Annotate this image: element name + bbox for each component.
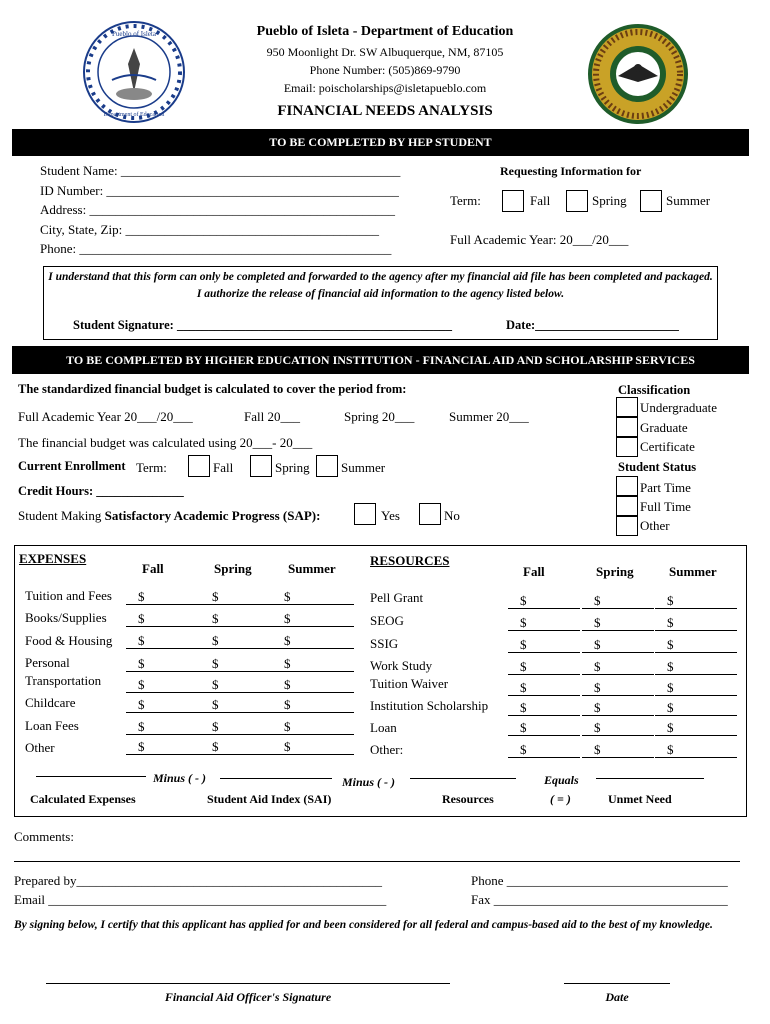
full-academic-year-field[interactable]: Full Academic Year: 20___/20___ — [450, 232, 629, 247]
resource-amount-field[interactable] — [655, 615, 737, 631]
dollar-sign: $ — [284, 633, 291, 648]
budget-period-label: The standardized financial budget is calculated to cover the period from: — [18, 382, 407, 396]
dollar-sign: $ — [212, 719, 219, 734]
resource-amount-field[interactable] — [655, 659, 737, 675]
expense-amount-field[interactable] — [200, 589, 272, 605]
dollar-sign: $ — [520, 637, 527, 652]
student-signature-field[interactable]: Student Signature: ____________________________________________ — [73, 318, 452, 332]
enrollment-spring-label: Spring — [275, 460, 310, 475]
department-of-education-seal-logo — [82, 20, 186, 124]
expense-label-books: Books/Supplies — [25, 610, 107, 625]
dollar-sign: $ — [520, 720, 527, 735]
dollar-sign: $ — [667, 659, 674, 674]
resources-total-line[interactable] — [410, 778, 516, 779]
dollar-sign: $ — [667, 637, 674, 652]
resource-amount-field[interactable] — [655, 680, 737, 696]
fall-year-field[interactable]: Fall 20___ — [244, 409, 300, 424]
expense-amount-field[interactable] — [126, 739, 200, 755]
dollar-sign: $ — [138, 633, 145, 648]
full-academic-year-budget-field[interactable]: Full Academic Year 20___/20___ — [18, 409, 193, 424]
resource-amount-field[interactable] — [655, 593, 737, 609]
expense-label-loan-fees: Loan Fees — [25, 718, 79, 733]
dollar-sign: $ — [284, 677, 291, 692]
expenses-fall-header: Fall — [142, 561, 164, 576]
resource-label-pell: Pell Grant — [370, 590, 424, 605]
prepared-by-field[interactable]: Prepared by_______________________________________________ — [14, 873, 382, 888]
dollar-sign: $ — [667, 700, 674, 715]
preparer-fax-field[interactable]: Fax ____________________________________ — [471, 892, 728, 907]
resource-label-work-study: Work Study — [370, 658, 433, 673]
fall-checkbox[interactable] — [502, 190, 524, 212]
resource-amount-field[interactable] — [582, 680, 654, 696]
enrollment-summer-checkbox[interactable] — [316, 455, 338, 477]
dollar-sign: $ — [138, 739, 145, 754]
summer-label: Summer — [666, 193, 711, 208]
equals-symbol: ( = ) — [550, 792, 571, 806]
dollar-sign: $ — [284, 719, 291, 734]
part-time-checkbox[interactable] — [616, 476, 638, 496]
dollar-sign: $ — [594, 637, 601, 652]
undergraduate-checkbox[interactable] — [616, 397, 638, 417]
department-phone: Phone Number: (505)869-9790 — [309, 63, 461, 77]
unmet-need-label: Unmet Need — [608, 792, 672, 806]
seal-text-top: Pueblo of Isleta — [112, 30, 156, 38]
expense-label-tuition: Tuition and Fees — [25, 588, 112, 603]
expenses-title: EXPENSES — [19, 551, 87, 566]
department-email: Email: poischolarships@isletapueblo.com — [283, 81, 487, 95]
resources-summer-header: Summer — [669, 564, 717, 579]
resource-amount-field[interactable] — [582, 615, 654, 631]
enrollment-summer-label: Summer — [341, 460, 386, 475]
resource-amount-field[interactable] — [655, 637, 737, 653]
expense-amount-field[interactable] — [272, 739, 354, 755]
dollar-sign: $ — [138, 656, 145, 671]
expense-amount-field[interactable] — [200, 656, 272, 672]
resource-amount-field[interactable] — [582, 659, 654, 675]
unmet-need-line[interactable] — [596, 778, 704, 779]
other-status-checkbox[interactable] — [616, 516, 638, 536]
spring-year-field[interactable]: Spring 20___ — [344, 409, 415, 424]
dollar-sign: $ — [138, 697, 145, 712]
dollar-sign: $ — [138, 677, 145, 692]
institution-section-bar: TO BE COMPLETED BY HIGHER EDUCATION INSTITUTION - FINANCIAL AID AND SCHOLARSHIP SERVICES — [12, 346, 749, 374]
phone-field[interactable]: Phone: ________________________________________________ — [40, 241, 392, 256]
dollar-sign: $ — [594, 615, 601, 630]
dollar-sign: $ — [138, 719, 145, 734]
resource-label-other: Other: — [370, 742, 404, 757]
dollar-sign: $ — [520, 700, 527, 715]
dollar-sign: $ — [594, 700, 601, 715]
expense-amount-field[interactable] — [200, 697, 272, 713]
graduate-label: Graduate — [640, 420, 688, 435]
dollar-sign: $ — [212, 611, 219, 626]
expense-label-food-housing: Food & Housing — [25, 633, 113, 648]
expense-amount-field[interactable] — [126, 589, 200, 605]
expense-amount-field[interactable] — [200, 719, 272, 735]
enrollment-term-label: Term: — [136, 460, 167, 475]
sap-no-checkbox[interactable] — [419, 503, 441, 525]
dollar-sign: $ — [520, 742, 527, 757]
dollar-sign: $ — [594, 720, 601, 735]
resources-total-label: Resources — [442, 792, 494, 806]
spring-checkbox[interactable] — [566, 190, 588, 212]
resource-amount-field[interactable] — [582, 593, 654, 609]
resource-amount-field[interactable] — [508, 680, 580, 696]
credit-hours-field[interactable]: Credit Hours: ______________ — [18, 484, 184, 498]
resource-amount-field[interactable] — [508, 700, 580, 716]
dollar-sign: $ — [284, 739, 291, 754]
requesting-info-label: Requesting Information for — [500, 164, 642, 178]
expense-amount-field[interactable] — [200, 633, 272, 649]
dollar-sign: $ — [212, 697, 219, 712]
expense-amount-field[interactable] — [200, 739, 272, 755]
dollar-sign: $ — [667, 615, 674, 630]
dollar-sign: $ — [284, 589, 291, 604]
dollar-sign: $ — [594, 680, 601, 695]
address-field[interactable]: Address: _______________________________________________ — [40, 202, 395, 217]
dollar-sign: $ — [284, 697, 291, 712]
full-time-checkbox[interactable] — [616, 496, 638, 516]
spring-label: Spring — [592, 193, 627, 208]
budget-calculated-using-field[interactable]: The financial budget was calculated using 20___- 20___ — [18, 435, 313, 450]
dollar-sign: $ — [667, 593, 674, 608]
student-section-bar: TO BE COMPLETED BY HEP STUDENT — [12, 129, 749, 156]
resource-amount-field[interactable] — [655, 700, 737, 716]
sai-label: Student Aid Index (SAI) — [207, 792, 332, 806]
other-status-label: Other — [640, 518, 670, 533]
pueblo-sun-seal-logo — [588, 24, 688, 124]
resource-amount-field[interactable] — [582, 700, 654, 716]
resource-amount-field[interactable] — [508, 615, 580, 631]
expense-amount-field[interactable] — [126, 656, 200, 672]
expense-amount-field[interactable] — [200, 611, 272, 627]
expense-amount-field[interactable] — [272, 697, 354, 713]
dollar-sign: $ — [667, 720, 674, 735]
resources-title: RESOURCES — [370, 553, 450, 568]
certification-statement: By signing below, I certify that this applicant has applied for and been considered for all federal and campus-based aid to the best of my knowledge. — [14, 919, 713, 931]
dollar-sign: $ — [284, 656, 291, 671]
graduate-checkbox[interactable] — [616, 417, 638, 437]
minus-label-1: Minus ( - ) — [153, 771, 207, 785]
student-name-field[interactable]: Student Name: ___________________________________________ — [40, 163, 401, 178]
resource-amount-field[interactable] — [582, 637, 654, 653]
resource-amount-field[interactable] — [508, 720, 580, 736]
comments-line[interactable] — [14, 861, 740, 862]
dollar-sign: $ — [284, 611, 291, 626]
expense-amount-field[interactable] — [126, 677, 200, 693]
resource-amount-field[interactable] — [508, 637, 580, 653]
enrollment-fall-checkbox[interactable] — [188, 455, 210, 477]
current-enrollment-label: Current Enrollment — [18, 459, 126, 473]
form-title: FINANCIAL NEEDS ANALYSIS — [277, 103, 493, 119]
dollar-sign: $ — [667, 742, 674, 757]
expenses-spring-header: Spring — [214, 561, 252, 576]
sap-yes-checkbox[interactable] — [354, 503, 376, 525]
id-number-field[interactable]: ID Number: _____________________________________________ — [40, 183, 399, 198]
expense-amount-field[interactable] — [272, 677, 354, 693]
student-date-field[interactable]: Date:_______________________ — [506, 318, 679, 332]
comments-label: Comments: — [14, 829, 74, 844]
resources-spring-header: Spring — [596, 564, 634, 579]
resource-label-tuition-waiver: Tuition Waiver — [370, 676, 449, 691]
enrollment-spring-checkbox[interactable] — [250, 455, 272, 477]
resource-label-seog: SEOG — [370, 613, 404, 628]
resources-fall-header: Fall — [523, 564, 545, 579]
preparer-phone-field[interactable]: Phone __________________________________ — [471, 873, 728, 888]
sap-prefix: Student Making — [18, 508, 105, 523]
department-title: Pueblo of Isleta - Department of Education — [256, 24, 514, 39]
dollar-sign: $ — [212, 633, 219, 648]
fall-label: Fall — [530, 193, 551, 208]
expense-amount-field[interactable] — [126, 611, 200, 627]
dollar-sign: $ — [594, 593, 601, 608]
expense-label-childcare: Childcare — [25, 695, 76, 710]
dollar-sign: $ — [520, 593, 527, 608]
resource-amount-field[interactable] — [655, 742, 737, 758]
officer-date-line[interactable] — [564, 983, 670, 984]
department-address: 950 Moonlight Dr. SW Albuquerque, NM, 87105 — [266, 45, 504, 59]
sap-label — [18, 508, 320, 523]
enrollment-fall-label: Fall — [213, 460, 234, 475]
city-state-zip-field[interactable]: City, State, Zip: _______________________________________ — [40, 222, 379, 237]
dollar-sign: $ — [520, 615, 527, 630]
sai-line[interactable] — [220, 778, 332, 779]
resource-amount-field[interactable] — [582, 742, 654, 758]
expense-amount-field[interactable] — [126, 697, 200, 713]
expense-amount-field[interactable] — [272, 589, 354, 605]
expense-amount-field[interactable] — [200, 677, 272, 693]
dollar-sign: $ — [212, 589, 219, 604]
officer-date-label: Date — [605, 990, 629, 1004]
undergraduate-label: Undergraduate — [640, 400, 718, 415]
expense-amount-field[interactable] — [272, 719, 354, 735]
expense-label-transportation: Transportation — [25, 673, 102, 688]
resource-amount-field[interactable] — [508, 742, 580, 758]
dollar-sign: $ — [138, 611, 145, 626]
dollar-sign: $ — [667, 680, 674, 695]
sap-no-label: No — [444, 508, 460, 523]
dollar-sign: $ — [212, 739, 219, 754]
summer-checkbox[interactable] — [640, 190, 662, 212]
term-label: Term: — [450, 193, 481, 208]
part-time-label: Part Time — [640, 480, 691, 495]
expense-amount-field[interactable] — [272, 611, 354, 627]
equals-label: Equals — [544, 773, 579, 787]
expenses-summer-header: Summer — [288, 561, 336, 576]
expense-label-personal: Personal — [25, 655, 70, 670]
dollar-sign: $ — [212, 656, 219, 671]
authorization-statement: I understand that this form can only be completed and forwarded to the agency after my financial aid file has been completed and packaged. I authorize the release of financial aid information to the agency listed below. — [48, 271, 713, 300]
minus-label-2: Minus ( - ) — [342, 775, 396, 789]
student-status-title: Student Status — [618, 460, 697, 474]
dollar-sign: $ — [520, 659, 527, 674]
resource-amount-field[interactable] — [582, 720, 654, 736]
preparer-email-field[interactable]: Email ____________________________________________________ — [14, 892, 387, 907]
officer-signature-line[interactable] — [46, 983, 450, 984]
dollar-sign: $ — [212, 677, 219, 692]
resource-label-institution-scholarship: Institution Scholarship — [370, 698, 489, 713]
sap-yes-label: Yes — [381, 508, 400, 523]
calculated-expenses-line[interactable] — [36, 776, 146, 777]
classification-title: Classification — [618, 383, 691, 397]
seal-text-bottom: Department of Education — [103, 112, 165, 118]
sap-bold-label: Satisfactory Academic Progress (SAP): — [104, 508, 321, 523]
officer-signature-label: Financial Aid Officer's Signature — [164, 990, 332, 1004]
resource-amount-field[interactable] — [508, 659, 580, 675]
expense-amount-field[interactable] — [126, 633, 200, 649]
expense-label-other: Other — [25, 740, 55, 755]
certificate-checkbox[interactable] — [616, 437, 638, 457]
dollar-sign: $ — [594, 659, 601, 674]
expense-amount-field[interactable] — [272, 633, 354, 649]
dollar-sign: $ — [138, 589, 145, 604]
dollar-sign: $ — [520, 680, 527, 695]
full-time-label: Full Time — [640, 499, 691, 514]
resource-label-loan: Loan — [370, 720, 397, 735]
dollar-sign: $ — [594, 742, 601, 757]
resource-amount-field[interactable] — [508, 593, 580, 609]
resource-amount-field[interactable] — [655, 720, 737, 736]
summer-year-field[interactable]: Summer 20___ — [449, 409, 529, 424]
calculated-expenses-label: Calculated Expenses — [30, 792, 136, 806]
expense-amount-field[interactable] — [272, 656, 354, 672]
expense-amount-field[interactable] — [126, 719, 200, 735]
resource-label-ssig: SSIG — [370, 636, 399, 651]
certificate-label: Certificate — [640, 439, 695, 454]
